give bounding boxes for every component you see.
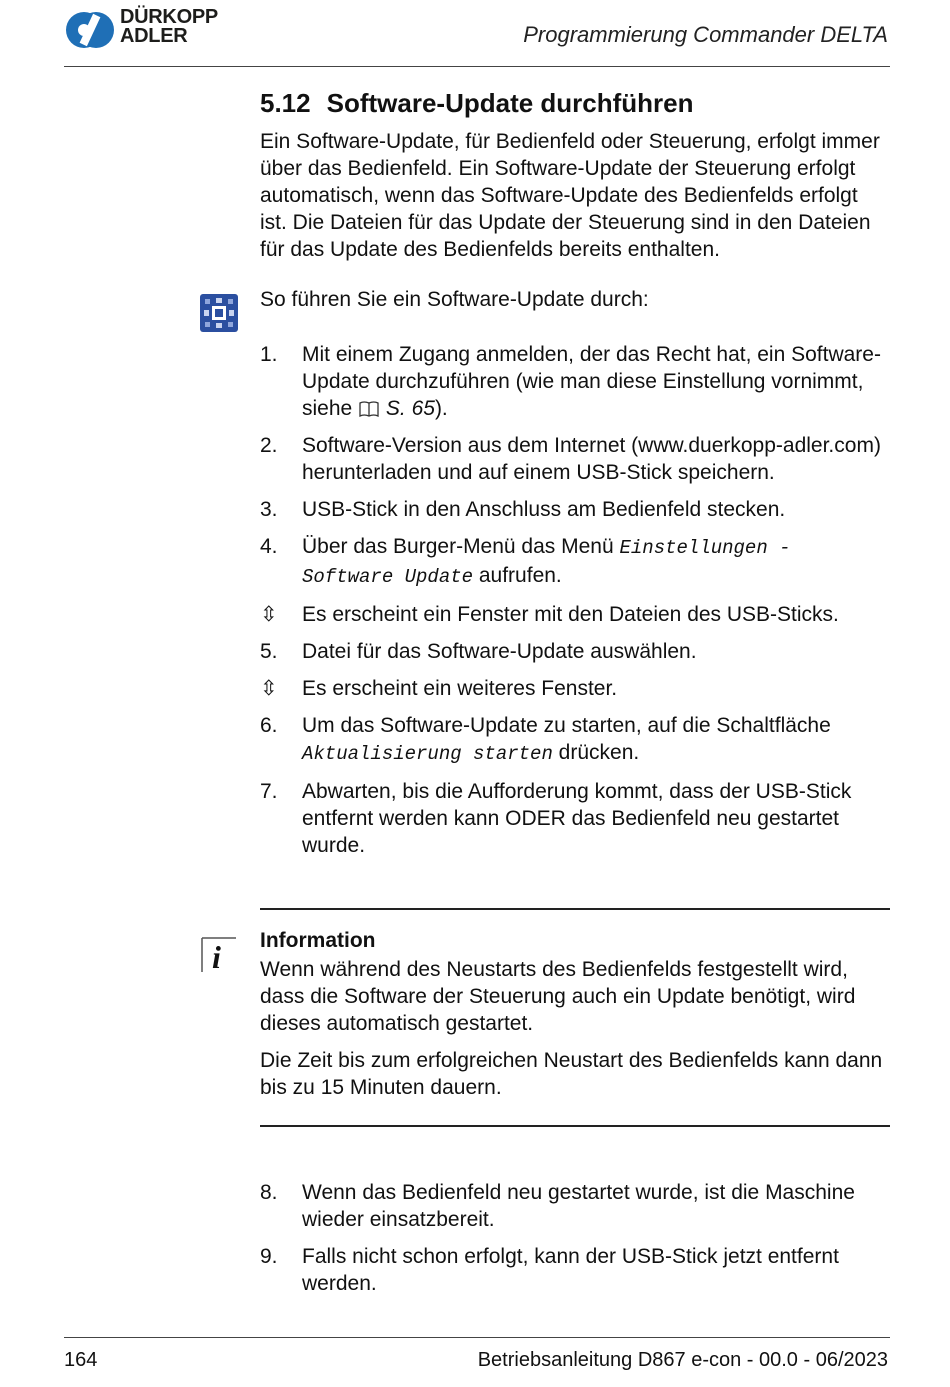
step-text-end: aufrufen. xyxy=(473,564,562,587)
step-text: Um das Software-Update zu starten, auf die Schaltfläche xyxy=(302,714,831,737)
info-body xyxy=(260,956,890,1111)
information-icon xyxy=(200,936,238,974)
info-title: Information xyxy=(260,929,376,952)
step-number: 2. xyxy=(260,434,278,457)
step-number: 7. xyxy=(260,780,278,803)
duerkopp-adler-logo-icon xyxy=(64,10,116,50)
info-top-rule xyxy=(260,908,890,910)
list-item xyxy=(260,601,890,628)
step-number: 9. xyxy=(260,1245,278,1268)
step-text: Abwarten, bis die Aufforderung kommt, dass der USB-Stick entfernt werden kann ODER das Bedienfeld neu gestartet wurde. xyxy=(302,780,852,857)
step-number: 4. xyxy=(260,535,278,558)
page-reference[interactable]: S. 65 xyxy=(385,397,435,420)
step-text: Datei für das Software-Update auswählen. xyxy=(302,640,697,663)
result-arrow-icon: ⇳ xyxy=(260,677,278,700)
list-item xyxy=(260,675,890,702)
howto-intro: So führen Sie ein Software-Update durch: xyxy=(260,288,649,311)
header-title: Programmierung Commander DELTA xyxy=(523,22,888,47)
step-number: 6. xyxy=(260,714,278,737)
step-text-end: ). xyxy=(434,397,448,420)
svg-text:i: i xyxy=(212,939,221,974)
list-item xyxy=(260,778,890,859)
step-number: 1. xyxy=(260,343,278,366)
section-number: 5.12 xyxy=(260,88,311,118)
list-item xyxy=(260,533,890,591)
result-arrow-icon: ⇳ xyxy=(260,603,278,626)
document-reference: Betriebsanleitung D867 e-con - 00.0 - 06/2023 xyxy=(477,1349,888,1371)
step-text-end: drücken. xyxy=(552,741,640,764)
step-number: 5. xyxy=(260,640,278,663)
brand-line2: ADLER xyxy=(120,25,188,47)
list-item xyxy=(260,1243,890,1297)
step-text: Software-Version aus dem Internet (www.duerkopp-adler.com) herunterladen und auf einem USB-Stick speichern. xyxy=(302,434,881,484)
page-number: 164 xyxy=(64,1349,98,1371)
section-heading xyxy=(260,88,694,119)
result-text: Es erscheint ein Fenster mit den Dateien des USB-Sticks. xyxy=(302,603,839,626)
button-name: Aktualisierung starten xyxy=(302,743,553,765)
intro-paragraph: Ein Software-Update, für Bedienfeld oder Steuerung, erfolgt immer über das Bedienfeld. Ein Software-Update der Steuerung erfolgt automatisch, wenn das Software-Update des Bedienfelds erfolgt ist. Die Dateien für das Update der Steuerung sind in den Dateien für das Update des Bedienfelds bereits enthalten. xyxy=(260,130,880,261)
brand-name xyxy=(120,8,218,46)
list-item xyxy=(260,432,890,486)
step-text: Wenn das Bedienfeld neu gestartet wurde, ist die Maschine wieder einsatzbereit. xyxy=(302,1181,855,1231)
info-bottom-rule xyxy=(260,1125,890,1127)
steps-list-continued xyxy=(260,1179,890,1307)
step-text: USB-Stick in den Anschluss am Bedienfeld stecken. xyxy=(302,498,786,521)
book-icon xyxy=(358,400,380,418)
brand-line1: DÜRKOPP xyxy=(120,6,218,28)
header-divider xyxy=(64,66,890,67)
step-number: 8. xyxy=(260,1181,278,1204)
list-item xyxy=(260,1179,890,1233)
step-number: 3. xyxy=(260,498,278,521)
list-item xyxy=(260,496,890,523)
list-item xyxy=(260,341,890,422)
section-title: Software-Update durchführen xyxy=(326,88,694,118)
list-item xyxy=(260,712,890,768)
info-paragraph-2: Die Zeit bis zum erfolgreichen Neustart des Bedienfelds kann dann bis zu 15 Minuten dauern. xyxy=(260,1049,883,1099)
menu-path: Einstellungen - Software Update xyxy=(302,537,791,588)
control-panel-icon xyxy=(200,294,238,332)
steps-list xyxy=(260,341,890,869)
step-text: Über das Burger-Menü das Menü xyxy=(302,535,620,558)
step-text: Falls nicht schon erfolgt, kann der USB-Stick jetzt entfernt werden. xyxy=(302,1245,839,1295)
step-text: Mit einem Zugang anmelden, der das Recht hat, ein Software-Update durchzuführen (wie man diese Einstellung vornimmt, siehe xyxy=(302,343,881,420)
info-paragraph-1: Wenn während des Neustarts des Bedienfelds festgestellt wird, dass die Software der Steuerung auch ein Update benötigt, wird dieses automatisch gestartet. xyxy=(260,958,856,1035)
footer-divider xyxy=(64,1337,890,1338)
list-item xyxy=(260,638,890,665)
result-text: Es erscheint ein weiteres Fenster. xyxy=(302,677,618,700)
